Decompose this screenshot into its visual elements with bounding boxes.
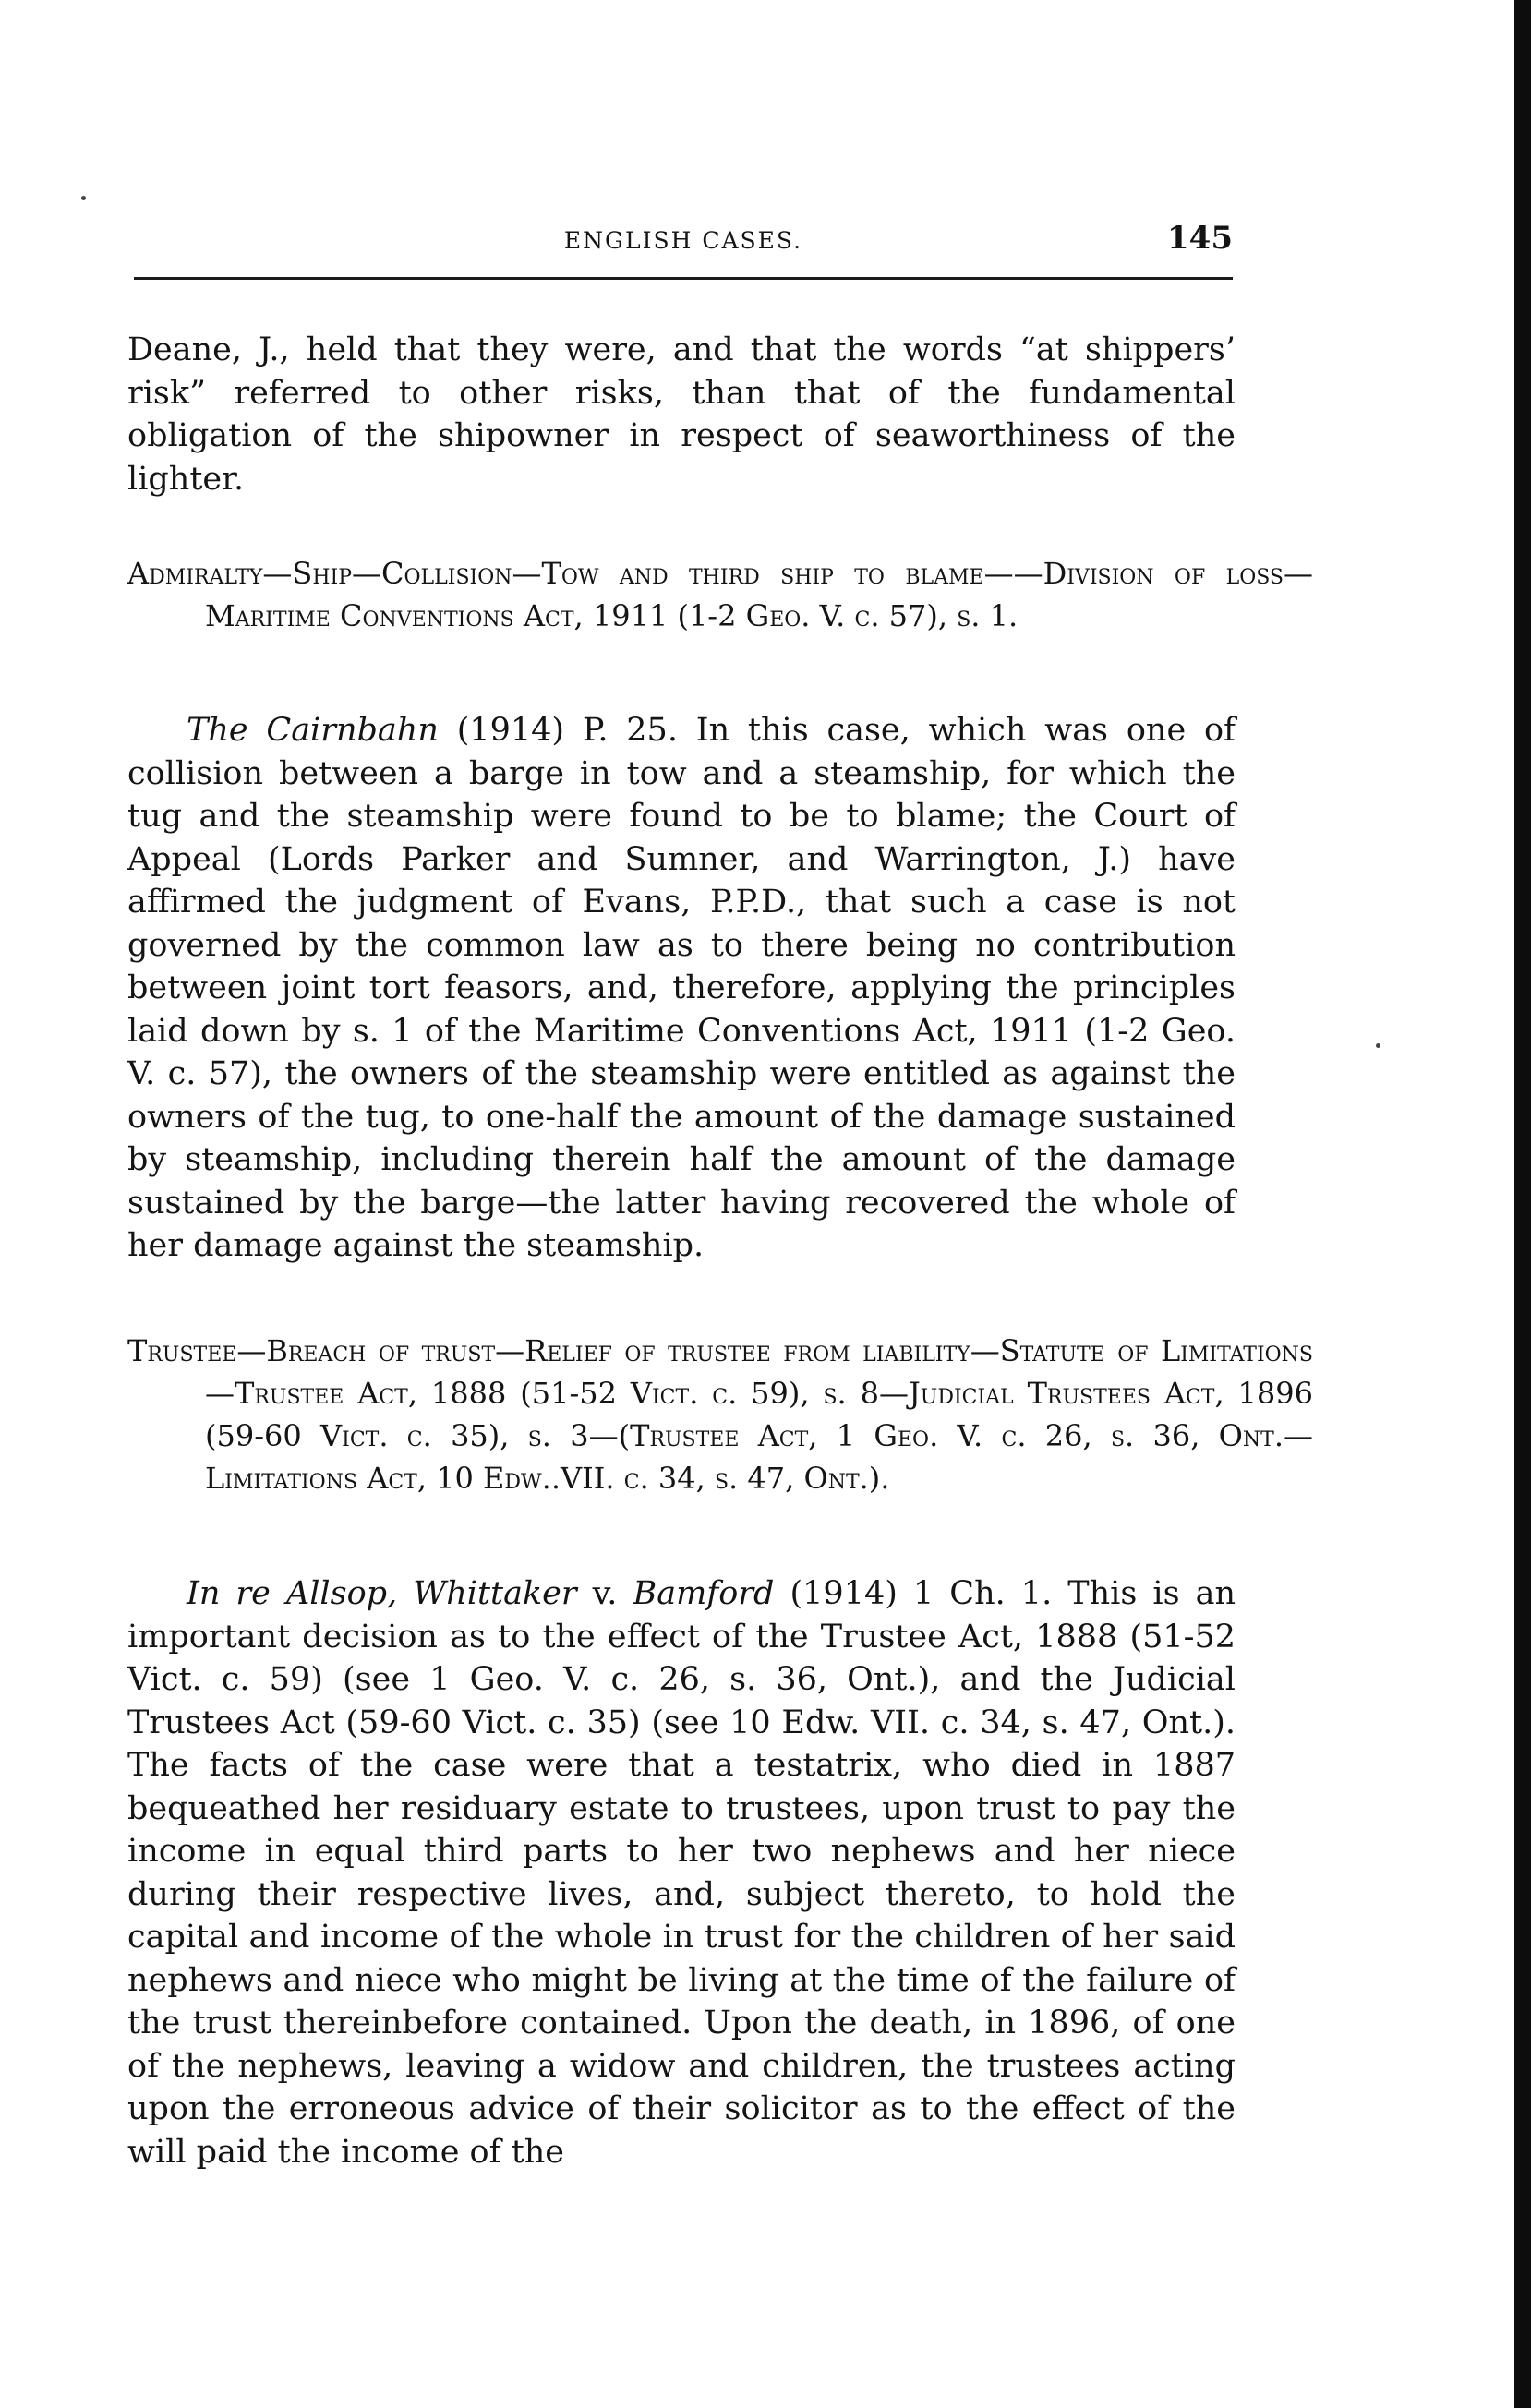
paragraph-text: (1914) 1 Ch. 1. This is an important decision as to the effect of the Trustee Act, 1888 (51-52 Vict. c. 59) (see 1 Geo. V. c. 26, s. 36, Ont.), and the Judicial Trustees Act (59-60 Vict. c. 35) (see 10 Edw. VII. c. 34, s. 47, Ont.). The facts of the case were that a testatrix, who died in 1887 bequeathed her residuary estate to trustees, upon trust to pay the income in equal third parts to her two nephews and her niece during their respective lives, and, subject thereto, to hold the capital and income of the whole in trust for the children of her said nephews and niece who might be living at the time of the failure of the trust thereinbefore contained. Upon the death, in 1896, of one of the nephews, leaving a widow and children, the trustees acting upon the erroneous advice of their solicitor as to the effect of the will paid the income of the xyxy=(127,1575,1236,2171)
page-number: 145 xyxy=(1167,220,1233,257)
margin-speck xyxy=(81,196,86,200)
running-title: ENGLISH CASES. xyxy=(563,227,803,254)
case-name: The Cairnbahn xyxy=(187,712,439,749)
case-name: Bamford xyxy=(633,1575,775,1612)
header-rule xyxy=(134,277,1233,280)
section-heading-admiralty: Admiralty—Ship—Collision—Tow and third ship to blame——Division of loss—Maritime Conventions Act, 1911 (1-2 Geo. V. c. 57), s. 1. xyxy=(127,556,1313,633)
page-edge-shadow xyxy=(1514,0,1531,2408)
margin-speck xyxy=(1376,1043,1380,1048)
paragraph-text: (1914) P. 25. In this case, which was one of collision between a barge in tow and a steamship, for which the tug and the steamship were found to be to blame; the Court of Appeal (Lords Parker and Sumner, and Warrington, J.) have affirmed the judgment of Evans, P.P.D., that such a case is not governed by the common law as to there being no contribution between joint tort feasors, and, therefore, applying the principles laid down by s. 1 of the Maritime Conventions Act, 1911 (1-2 Geo. V. c. 57), the owners of the steamship were entitled as against the owners of the tug, to one-half the amount of the damage sustained by steamship, including therein half the amount of the damage sustained by the barge—the latter having recovered the whole of her damage against the steamship. xyxy=(127,712,1236,1264)
page-header xyxy=(134,220,1233,266)
section-heading-trustee: Trustee—Breach of trust—Relief of trustee from liability—Statute of Limitations—Trustee Act, 1888 (51-52 Vict. c. 59), s. 8—Judicial Trustees Act, 1896 (59-60 Vict. c. 35), s. 3—(Trustee Act, 1 Geo. V. c. 26, s. 36, Ont.—Limitations Act, 10 Edw..VII. c. 34, s. 47, Ont.). xyxy=(127,1333,1313,1496)
paragraph-allsop xyxy=(127,1572,1236,2173)
case-name: In re Allsop, Whittaker xyxy=(187,1575,577,1612)
versus-text: v. xyxy=(576,1575,633,1612)
paragraph-cairnbahn xyxy=(127,709,1236,1268)
paragraph-deane: Deane, J., held that they were, and that the words “at shippers’ risk” referred to other risks, than that of the fundamental obligation of the shipowner in respect of seaworthiness of the lighter. xyxy=(127,331,1236,498)
